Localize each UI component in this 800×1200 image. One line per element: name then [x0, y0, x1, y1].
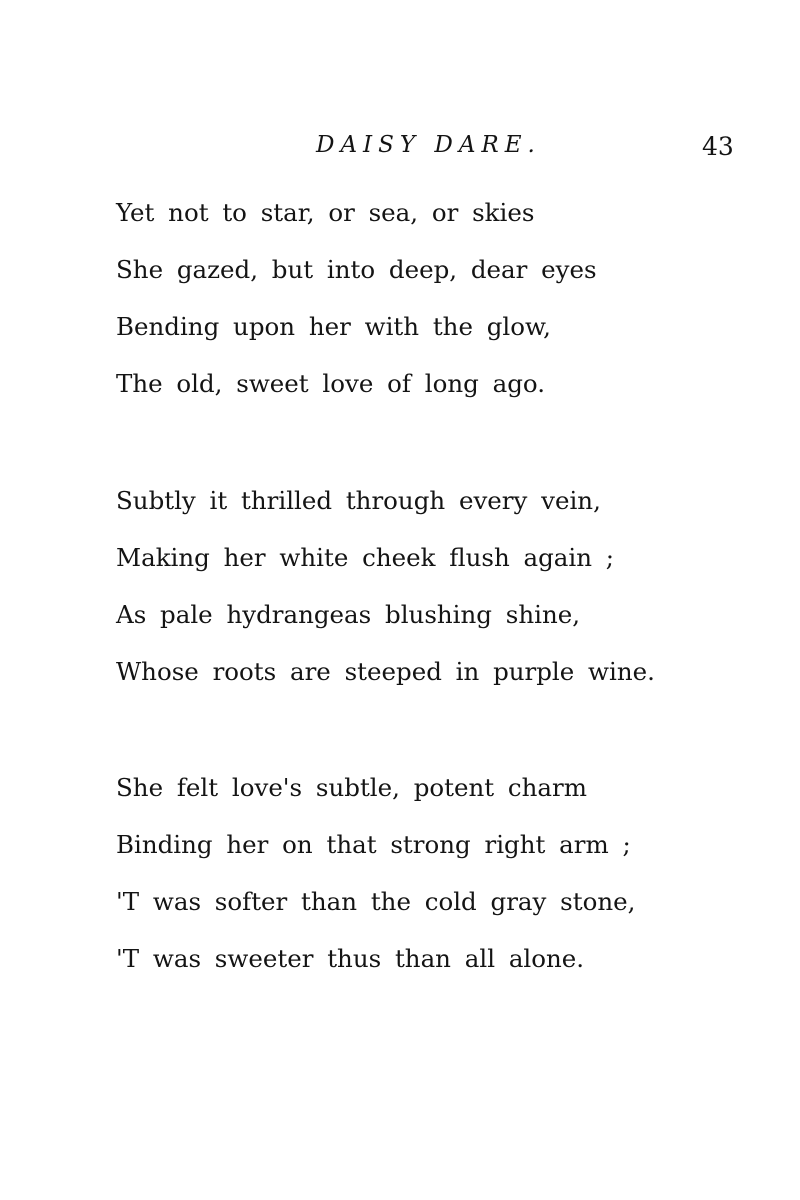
page-number: 43 [702, 132, 734, 161]
verse-line: Subtly it thrilled through every vein, [116, 486, 601, 515]
verse-line: 'T was sweeter thus than all alone. [116, 944, 585, 973]
verse-line: As pale hydrangeas blushing shine, [116, 600, 581, 629]
verse-line: Making her white cheek flush again ; [116, 543, 615, 572]
verse-line: She felt love's subtle, potent charm [116, 773, 587, 802]
verse-line: 'T was softer than the cold gray stone, [116, 887, 636, 916]
stanza [116, 768, 635, 996]
verse-line: She gazed, but into deep, dear eyes [116, 255, 597, 284]
verse-line: Bending upon her with the glow, [116, 312, 551, 341]
stanza [116, 193, 597, 421]
verse-line: Yet not to star, or sea, or skies [116, 198, 535, 227]
verse-line: Whose roots are steeped in purple wine. [116, 657, 655, 686]
running-title: DAISY DARE. [316, 132, 541, 158]
stanza [116, 481, 655, 709]
verse-line: Binding her on that strong right arm ; [116, 830, 631, 859]
verse-line: The old, sweet love of long ago. [116, 369, 545, 398]
